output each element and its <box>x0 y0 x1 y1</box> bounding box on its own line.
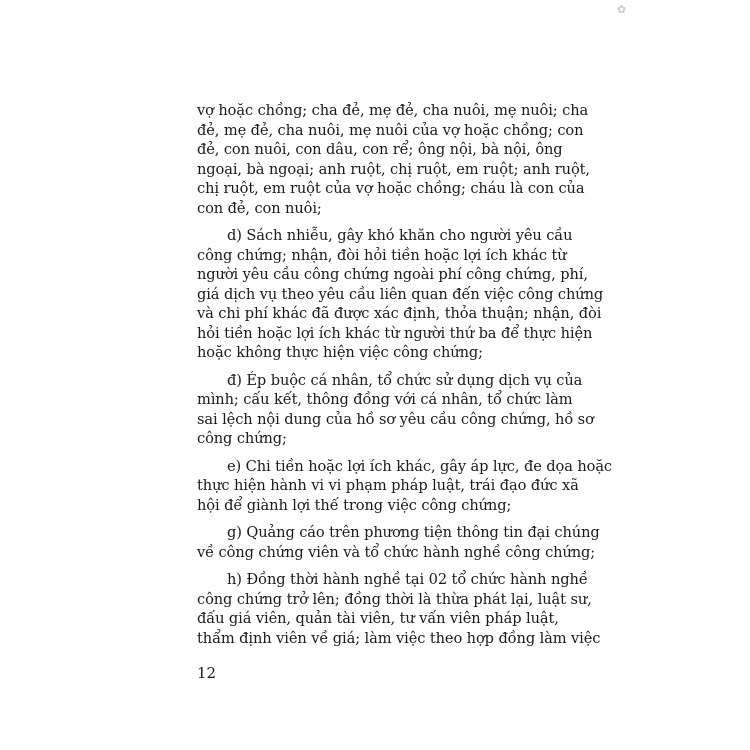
text-line: công chứng trở lên; đồng thời là thừa phát lại, luật sư, <box>197 590 592 608</box>
paragraph-continuation <box>197 101 590 218</box>
text-line: g) Quảng cáo trên phương tiện thông tin đại chúng <box>227 524 600 541</box>
text-line: sai lệch nội dung của hồ sơ yêu cầu công chứng, hồ sơ <box>197 410 594 428</box>
text-line: đẻ, con nuôi, con dâu, con rể; ông nội, bà nội, ông <box>197 141 563 158</box>
text-line: đẻ, mẹ đẻ, cha nuôi, mẹ nuôi của vợ hoặc chồng; con <box>197 121 584 139</box>
text-line: đ) Ép buộc cá nhân, tổ chức sử dụng dịch vụ của <box>227 371 583 389</box>
text-line: e) Chi tiền hoặc lợi ích khác, gây áp lực, đe dọa hoặc <box>227 457 612 475</box>
paragraph-item-h <box>197 570 601 648</box>
paragraph-item-g <box>197 523 600 562</box>
text-line: hội để giành lợi thế trong việc công chứng; <box>197 496 512 514</box>
text-line: h) Đồng thời hành nghề tại 02 tổ chức hành nghề <box>227 571 588 588</box>
text-line: hỏi tiền hoặc lợi ích khác từ người thứ ba để thực hiện <box>197 324 593 342</box>
paragraph-item-e <box>197 457 612 516</box>
paragraph-item-d <box>197 226 604 363</box>
page-body-text <box>197 101 612 648</box>
text-line: chị ruột, em ruột của vợ hoặc chồng; cháu là con của <box>197 180 585 197</box>
text-line: giá dịch vụ theo yêu cầu liên quan đến việc công chứng <box>197 285 604 303</box>
text-line: ngoại, bà ngoại; anh ruột, chị ruột, em ruột; anh ruột, <box>197 160 590 178</box>
text-line: hoặc không thực hiện việc công chứng; <box>197 344 483 361</box>
page-number: 12 <box>197 664 217 682</box>
text-line: vợ hoặc chồng; cha đẻ, mẹ đẻ, cha nuôi, mẹ nuôi; cha <box>197 102 589 119</box>
text-line: d) Sách nhiễu, gây khó khăn cho người yêu cầu <box>227 227 573 244</box>
text-line: mình; cấu kết, thông đồng với cá nhân, tổ chức làm <box>197 391 573 408</box>
corner-flower-mark: ✿ <box>617 3 627 16</box>
text-line: con đẻ, con nuôi; <box>197 199 322 217</box>
paragraph-item-dd <box>197 371 594 449</box>
text-line: thẩm định viên về giá; làm việc theo hợp đồng làm việc <box>197 629 601 647</box>
text-line: và chi phí khác đã được xác định, thỏa thuận; nhận, đòi <box>197 305 602 322</box>
text-line: thực hiện hành vi vi phạm pháp luật, trái đạo đức xã <box>197 477 579 494</box>
text-line: người yêu cầu công chứng ngoài phí công chứng, phí, <box>197 266 588 283</box>
text-line: công chứng; nhận, đòi hỏi tiền hoặc lợi ích khác từ <box>197 246 567 264</box>
text-line: về công chứng viên và tổ chức hành nghề công chứng; <box>197 543 596 561</box>
text-line: công chứng; <box>197 430 287 447</box>
text-line: đấu giá viên, quản tài viên, tư vấn viên pháp luật, <box>197 610 559 627</box>
